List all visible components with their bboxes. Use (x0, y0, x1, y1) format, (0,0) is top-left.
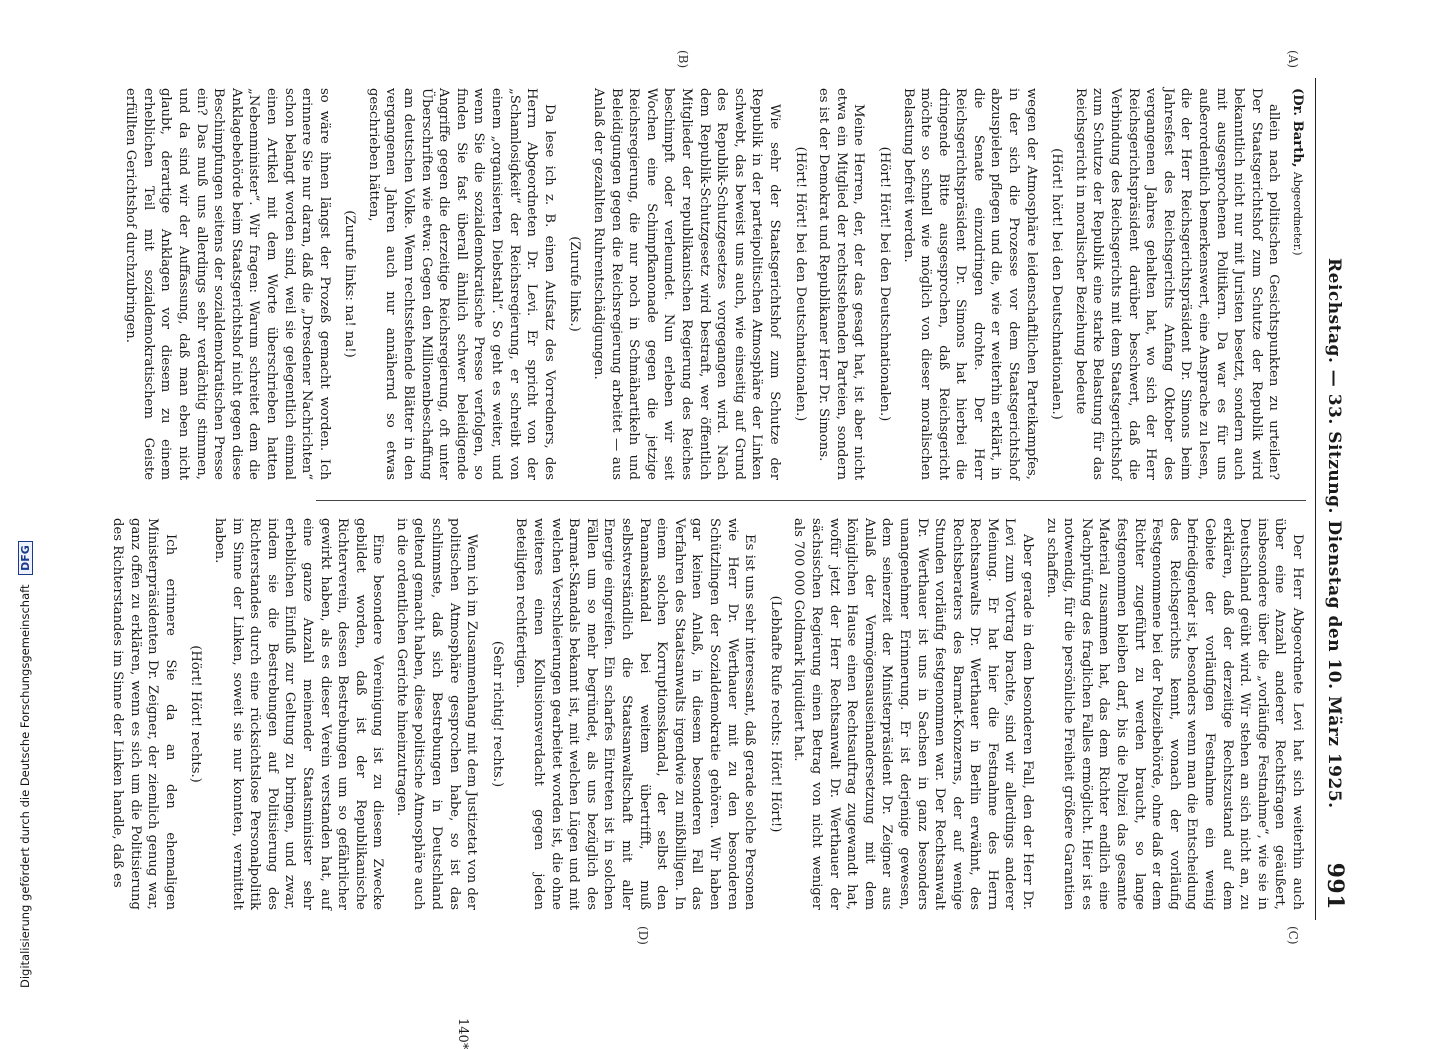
column-divider (316, 500, 1306, 501)
interjection: (Zurufe links: na! na!) (342, 210, 358, 358)
paragraph: Ich erinnere Sie da an den ehemaligen Ministerpräsidenten Dr. Zeigner, der ziemlich genug war, ganz offen zu erklären, wenn es sich um die Politisierung des Richterstandes im Sinne der Linken handle, daß es (110, 518, 178, 910)
paragraph: Es ist uns sehr interessant, daß gerade solche Personen wie Herr Dr. Werthauer mit zu den besonderen Schützlingen der Sozialdemokratie gehören. Wir haben gar keinen Anlaß, in diesem besonderen Fall das Verfahren des Staatsanwalts irgendwie zu mißbilligen. In einem solchen Korruptionsskandal, der selbst den Panamaskandal bei weitem übertrifft, muß selbstverständlich die Staatsanwaltschaft mit aller Energie eingreifen. Ein scharfes Eintreten ist in solchen Fällen um so mehr begründet, als uns bezüglich des Barmat-Skandals bekannt ist, mit welchen Lügen und mit welchen Verschleierungen gearbeitet worden ist, die ohne weiteres einen Kollusionsverdacht gegen jeden Beteiligten rechtfertigen. (513, 518, 758, 910)
paragraph: allein nach politischen Gesichtspunkten zu urteilen? Der Staatsgerichtshof zum Schutze der Republik wird bekanntlich nicht nur mit Juristen besetzt, sondern auch mit ausgesprochenen Politikern. Da war es für uns außerordentlich bemerkenswert, eine Ansprache zu lesen, die der Herr Reichsgerichtspräsident Dr. Simons beim Jahresfest des Reichsgerichts Anfang Oktober des vergangenen Jahres gehalten hat, wo sich der Herr Reichsgerichtspräsident darüber beschwert, daß die Verbindung des Reichsgerichts mit dem Staatsgerichtshof zum Schutze der Republik eine starke Belastung für das Reichsgericht in moralischer Beziehung bedeute (1072, 88, 1282, 480)
paragraph: Meine Herren, der, der das gesagt hat, ist aber nicht etwa ein Mitglied der rechtsstehenden Parteien, sondern es ist der Demokrat und Republikaner Herr Dr. Simons. (816, 88, 867, 480)
page-header (1320, 78, 1350, 920)
page-number: 991 (1322, 862, 1348, 910)
speaker-role: Abgeordneter.) (1291, 171, 1304, 256)
interjection: (Hört! Hört! bei den Deutschnationalen.) (792, 146, 808, 422)
margin-letter-c: (C) (1286, 926, 1300, 945)
interjection: (Hört! Hört! rechts.) (188, 645, 204, 783)
margin-letter-b: (B) (676, 50, 690, 69)
interjection: (Hört! Hört! bei den Deutschnationalen.) (876, 146, 892, 422)
margin-letter-a: (A) (1286, 50, 1300, 69)
interjection: (Zurufe links.) (567, 236, 583, 332)
paragraph: Da lese ich z. B. einen Aufsatz des Vorredners, des Herrn Abgeordneten Dr. Levi. Er spricht von der „Schamlosigkeit“ der Reichsregierung, er schreibt von einem „organisierten Diebstahl“. So geht es weiter, und wenn Sie die sozialdemokratische Presse verfolgen, so finden Sie fast überall ähnlich schwer beleidigende Angriffe gegen die derzeitige Reichsregierung, oft unter Überschriften wie etwa: Gegen den Millionenbeschaffung am deutschen Volke. Wenn rechtsstehende Blätter in den vergangenen Jahren auch nur annähernd so etwas geschrieben hätten, (365, 88, 557, 480)
interjection: (Sehr richtig! rechts.) (489, 640, 505, 788)
scanned-page (110, 50, 1350, 1049)
footer-signature: 140* (455, 1018, 470, 1049)
interjection: (Lebhafte Rufe rechts: Hört! Hört!) (767, 595, 783, 833)
digitization-note (18, 541, 33, 988)
paragraph: wegen der Atmosphäre leidenschaftlichen Parteikampfes, in der sich die Prozesse vor dem Staatsgerichtshof abzuspielen pflegen und die, wie er weiterhin erklärt, in die Senate einzudringen drohte. Der Herr Reichsgerichtspräsident Dr. Simons hat hierbei die dringende Bitte ausgesprochen, daß Reichsgericht möchte so schnell wie möglich von dieser moralischen Belastung befreit werden. (900, 88, 1039, 480)
margin-letter-d: (D) (636, 926, 650, 945)
page-title: Reichstag. — 33. Sitzung. Dienstag den 10. März 1925. (1324, 258, 1344, 809)
paragraph: Aber gerade in dem besonderen Fall, den der Herr Dr. Levi zum Vortrag brachte, sind wir allerdings anderer Meinung. Er hat hier die Festnahme des Herrn Rechtsanwalts Dr. Werthauer in Berlin erwähnt, des Rechtsberaters des Barmat-Konzerns, der auf wenige Stunden vorläufig festgenommen war. Der Rechtsanwalt Dr. Werthauer ist uns in Sachsen in ganz besonders unangenehmer Erinnerung. Er ist derjenige gewesen, dem seinerzeit der Ministerpräsident Dr. Zeigner aus Anlaß der Vermögensauseinandersetzung mit dem königlichen Hause einen Rechtsauftrag zugewandt hat, wofür jetzt der Herr Rechtsanwalt Dr. Werthauer der sächsischen Regierung einen Betrag von nicht weniger als 700 000 Goldmark liquidiert hat. (791, 518, 1036, 910)
speaker-line (1288, 88, 1306, 480)
paragraph: so wäre ihnen längst der Prozeß gemacht worden. Ich erinnere Sie nur daran, daß die „Dresdener Nachrichten“ schon belangt worden sind, weil sie gelegentlich einmal einen Artikel mit dem Worte überschrieben hatten „Nebenminister“. Wir fragen: Warum schreitet dem die Anklagebehörde beim Staatsgerichtshof nicht gegen diese Beschimpfungen seitens der sozialdemokratischen Presse ein? Das muß uns allerdings sehr verdächtig stimmen, und da sind wir der Auffassung, daß man eben nicht glaubt, derartige Anklagen vor diesem zu einem erheblichen Teil mit sozialdemokratischem Geiste erfüllten Gerichtshof durchzubringen. (123, 88, 332, 480)
paragraph: Der Herr Abgeordnete Levi hat sich weiterhin auch über eine Anzahl anderer Rechtsfragen geäußert, insbesondere über die „vorläufige Festnahme“, wie sie in Deutschland geübt wird. Wir stehen an sich nicht an, zu erklären, daß der derzeitige Rechtszustand auf dem Gebiete der vorläufigen Festnahme ein wenig befriedigender ist, besonders wenn man die Entscheidung des Reichsgerichts kennt, wonach der vorläufig Festgenommene bei der Polizeibehörde, ohne daß er dem Richter zugeführt zu werden braucht, so lange festgenommen bleiben darf, bis die Polizei das gesamte Material zusammen hat, das dem Richter endlich eine Nachprüfung des fraglichen Falles ermöglicht. Hier ist es notwendig, für die persönliche Freiheit größere Garantien zu schaffen. (1043, 518, 1305, 910)
paragraph: Wie sehr der Staatsgerichtshof zum Schutze der Republik in der parteipolitischen Atmosphäre der Linken schwebt, das beweist uns auch, wie einseitig auf Grund des Republik-Schutzgesetzes vorgegangen wird. Nach dem Republik-Schutzgesetz wird bestraft, wer öffentlich Mitglieder der republikanischen Regierung des Reiches beschimpft oder verleumdet. Nun erleben wir seit Wochen eine Schimpfkanonade gegen die jetzige Reichsregierung, die nur noch in Schmähartikeln und Beleidigungen gegen die Reichsregierung arbeitet — aus Anlaß der gezahlten Ruhrentschädigungen. (591, 88, 782, 480)
interjection: (Hört! hört! bei den Deutschnationalen.) (1049, 148, 1065, 420)
digitization-text: Digitalisierung gefördert durch die Deutsche Forschungsgemeinschaft (18, 584, 32, 988)
paragraph: Wenn ich im Zusammenhang mit dem Justizetat von der politischen Atmosphäre gesprochen habe, so ist das schlimmste, daß sich Bestrebungen in Deutschland geltend gemacht haben, diese politische Atmosphäre auch in die ordentlichen Gerichte hineinzutragen. (393, 518, 480, 910)
header-rule (1315, 78, 1316, 920)
dfg-logo: DFG (18, 541, 33, 575)
speaker-name: (Dr. Barth, (1290, 88, 1305, 168)
right-column (102, 518, 1306, 910)
digitization-strip (0, 0, 32, 1000)
paragraph: Eine besondere Vereinigung ist zu diesem Zwecke gebildet worden, daß ist der Republikanische Richterverein, dessen Bestrebungen um so gefährlicher gewirkt haben, als es dieser Verein verstanden hat, auf eine ganze Anzahl meinender Staatsminister sehr erheblichen Einfluß zur Geltung zu bringen, und zwar, indem sie die Bestrebungen auf Politisierung des Richterstandes durch eine rücksichtslose Personalpolitik im Sinne der Linken, soweit sie nur konnten, vermittelt haben. (211, 518, 386, 910)
left-column (116, 88, 1306, 480)
